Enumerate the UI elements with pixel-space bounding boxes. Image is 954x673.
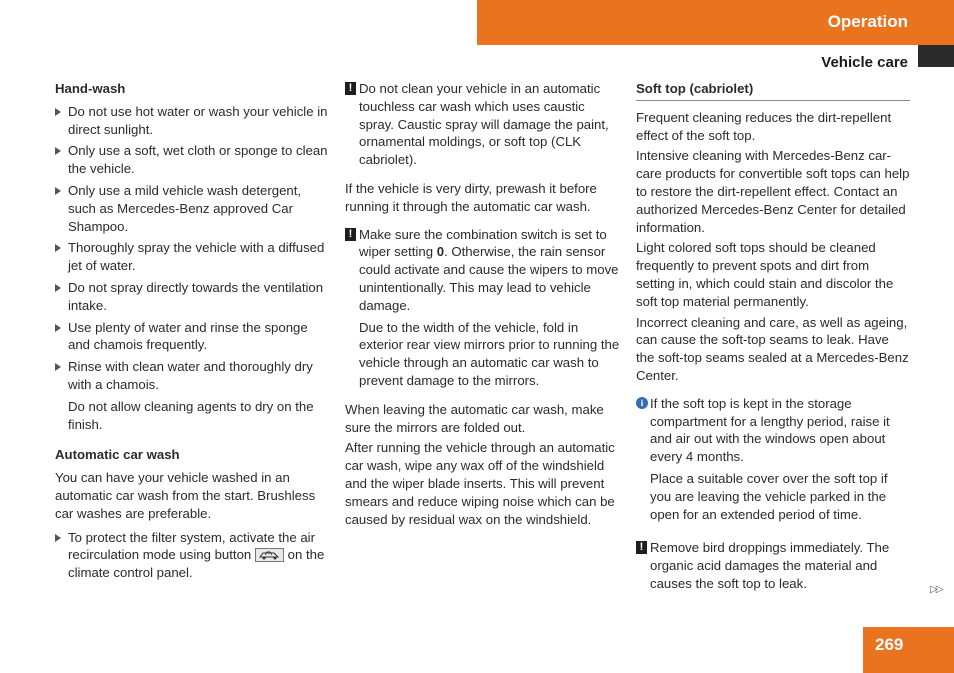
warning-icon: ! — [345, 82, 356, 95]
continued-arrow-icon: ▷▷ — [930, 584, 942, 595]
list-item: Only use a soft, wet cloth or sponge to clean the vehicle. — [55, 142, 330, 178]
warning-note: ! Remove bird droppings immediately. The organic acid damages the material and causes the soft top to leak. — [636, 539, 910, 592]
soft-top-paragraph: Incorrect cleaning and care, as well as ageing, can cause the soft-top seams to leak. Have the soft-top seams sealed at a Mercedes-Benz Center. — [636, 314, 909, 383]
info-note: i If the soft top is kept in the storage compartment for a lengthy period, raise it and air out with the windows open about every 4 months. — [636, 395, 910, 466]
warning-icon: ! — [636, 541, 647, 554]
subsection-title: Vehicle care — [821, 54, 908, 71]
arrow-bullet-icon — [55, 244, 61, 252]
arrow-bullet-icon — [55, 363, 61, 371]
warning-note: ! Do not clean your vehicle in an automatic touchless car wash which uses caustic spray. Caustic spray will damage the paint, ornamental moldings, or soft top (CLK cabriolet). — [345, 80, 621, 169]
soft-top-paragraph: Frequent cleaning reduces the dirt-repellent effect of the soft top. — [636, 109, 892, 143]
section-title: Operation — [827, 12, 908, 31]
info-continuation: Place a suitable cover over the soft top if you are leaving the vehicle parked in the open for an extended period of time. — [650, 470, 888, 522]
section-tab — [477, 0, 954, 45]
arrow-bullet-icon — [55, 284, 61, 292]
list-item: Thoroughly spray the vehicle with a diffused jet of water. — [55, 239, 330, 275]
column-middle — [345, 80, 621, 531]
arrow-bullet-icon — [55, 324, 61, 332]
list-item: To protect the filter system, activate the air recirculation mode using button on the climate control panel. — [55, 529, 330, 582]
hand-wash-heading: Hand-wash — [55, 81, 126, 96]
info-icon: i — [636, 397, 648, 409]
page-number: 269 — [863, 627, 954, 673]
automatic-car-wash-heading: Automatic car wash — [55, 447, 180, 463]
list-item: Do not spray directly towards the ventilation intake. — [55, 279, 330, 315]
soft-top-paragraph: Light colored soft tops should be cleaned frequently to prevent spots and dirt from setting in, which could stain and discolor the soft top material permanently. — [636, 240, 894, 309]
hand-wash-followup: Do not allow cleaning agents to dry on the finish. — [68, 398, 314, 432]
prewash-paragraph: If the vehicle is very dirty, prewash it before running it through the automatic car wash. — [345, 180, 597, 214]
soft-top-paragraph: Intensive cleaning with Mercedes-Benz car-care products for convertible soft tops can help to restore the dirt-repellent effect. Contact an authorized Mercedes-Benz Center for detailed information. — [636, 148, 910, 235]
column-right — [636, 80, 910, 597]
wax-paragraph: After running the vehicle through an automatic car wash, wipe any wax off of the windshield and the wiper blade inserts. This will prevent smears and reduce wiping noise which can be caused by residual wax on the windshield. — [345, 440, 615, 527]
arrow-bullet-icon — [55, 187, 61, 195]
warning-note: ! Make sure the combination switch is set to wiper setting 0. Otherwise, the rain sensor could activate and cause the wipers to move unintentionally. This may lead to vehicle damage. — [345, 226, 621, 315]
air-recirculation-button-icon — [255, 548, 284, 562]
warning-icon: ! — [345, 228, 356, 241]
automatic-car-wash-intro: You can have your vehicle washed in an automatic car wash from the start. Brushless car washes are preferable. — [55, 470, 316, 521]
list-item: Do not use hot water or wash your vehicle in direct sunlight. — [55, 103, 330, 139]
list-item: Rinse with clean water and thoroughly dry with a chamois. — [55, 358, 330, 394]
column-left — [55, 80, 330, 586]
soft-top-heading: Soft top (cabriolet) — [636, 80, 910, 101]
arrow-bullet-icon — [55, 534, 61, 542]
list-item: Only use a mild vehicle wash detergent, such as Mercedes-Benz approved Car Shampoo. — [55, 182, 330, 235]
mirrors-paragraph: When leaving the automatic car wash, make sure the mirrors are folded out. — [345, 401, 604, 435]
warning-continuation: Due to the width of the vehicle, fold in exterior rear view mirrors prior to running the vehicle through an automatic car wash to prevent damage to the mirrors. — [359, 319, 620, 388]
thumb-index-marker — [918, 45, 954, 67]
arrow-bullet-icon — [55, 108, 61, 116]
arrow-bullet-icon — [55, 147, 61, 155]
list-item: Use plenty of water and rinse the sponge and chamois frequently. — [55, 319, 330, 355]
